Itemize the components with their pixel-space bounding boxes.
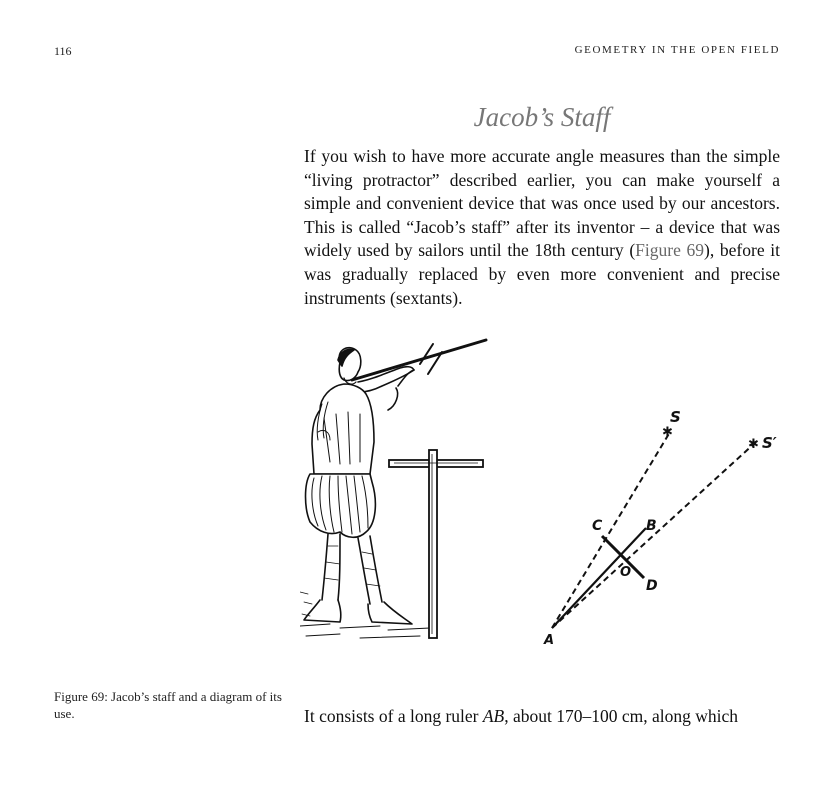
- variable-ab: AB: [482, 706, 505, 726]
- label-b: B: [646, 518, 657, 534]
- label-s-prime: S′: [762, 434, 777, 452]
- label-s: S: [670, 408, 681, 426]
- paragraph-1-text-after: ), before it was gradually replaced by even more convenient and precise instruments (sextants).: [304, 240, 780, 308]
- angle-diagram: [543, 408, 777, 648]
- body-paragraph-2: [304, 705, 780, 729]
- figure-69: [300, 332, 790, 652]
- label-d: D: [646, 578, 658, 594]
- paragraph-1-text-before: If you wish to have more accurate angle measures than the simple “living protractor” described earlier, you can make yourself a simple and convenient device that was once used by our ancestors. This is called “Jacob’s staff” after its inventor – a device that was widely used by sailors until the 18th century (: [304, 146, 780, 261]
- paragraph-2-text-before: It consists of a long ruler: [304, 706, 483, 726]
- ruler-ab: [552, 528, 646, 628]
- label-c: C: [592, 518, 603, 534]
- section-title: Jacob’s Staff: [473, 102, 611, 132]
- star-s: ✱: [662, 425, 673, 440]
- figure-caption: Figure 69: Jacob’s staff and a diagram of its use.: [54, 689, 282, 721]
- label-o: O: [620, 565, 632, 580]
- star-s-prime: ✱: [748, 437, 759, 452]
- page-number: 116: [54, 44, 72, 58]
- figure-reference-link[interactable]: Figure 69: [635, 240, 705, 261]
- figure-illustration: [300, 332, 790, 652]
- jacobs-staff-drawing: [389, 450, 483, 638]
- paragraph-2-text-after: , about 170–100 cm, along which: [504, 706, 739, 726]
- ray-as-prime: [552, 442, 756, 628]
- running-head: GEOMETRY IN THE OPEN FIELD: [574, 44, 780, 56]
- body-paragraph-1: [304, 145, 780, 310]
- sailor-illustration: [300, 340, 486, 638]
- label-a: A: [544, 633, 555, 648]
